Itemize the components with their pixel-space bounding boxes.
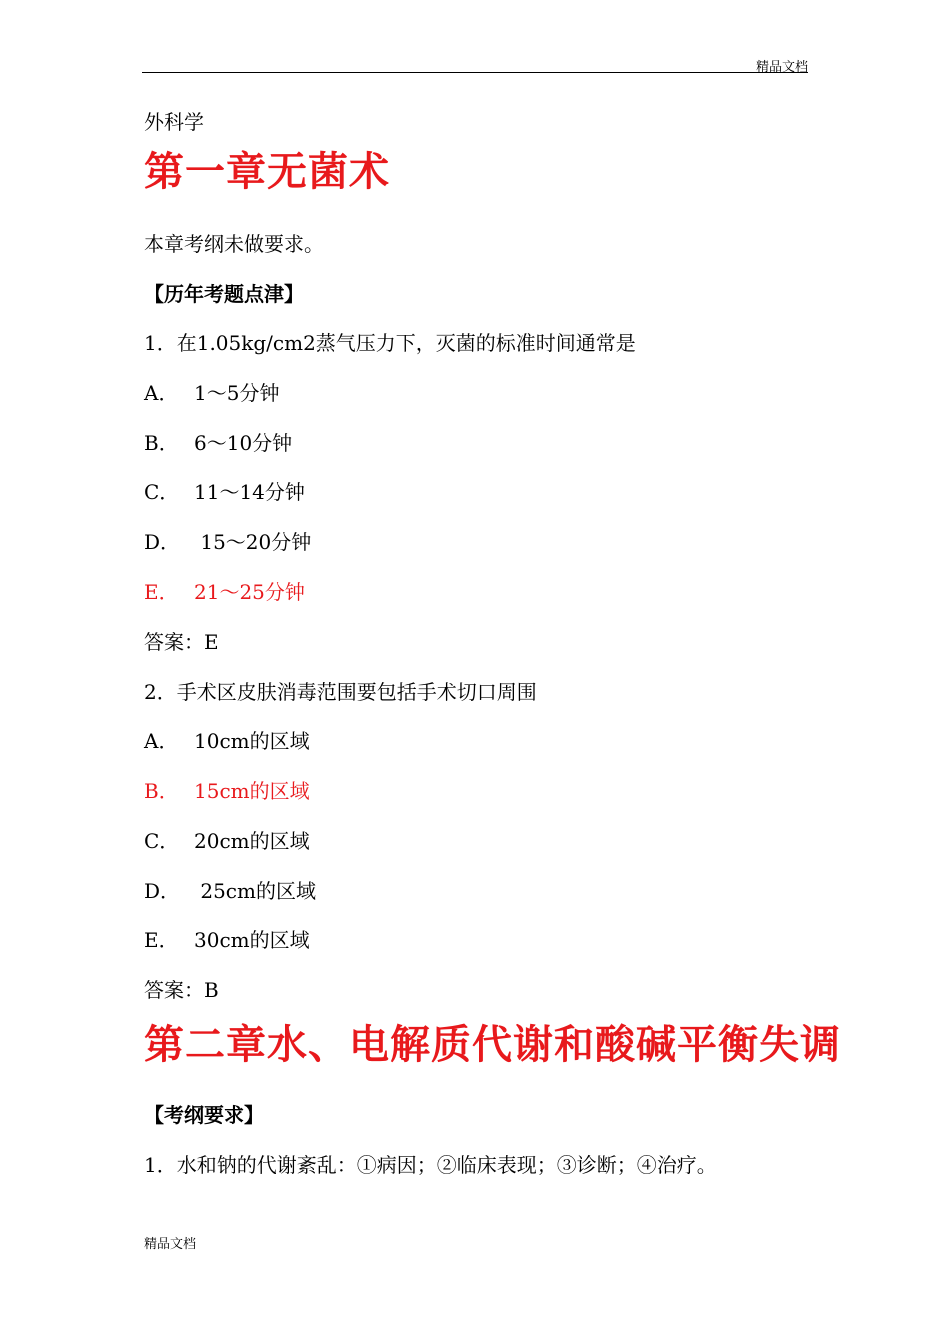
option-label: A． (144, 381, 179, 405)
chapter2-section-heading: 【考纲要求】 (144, 1103, 264, 1127)
option-label: C． (144, 480, 180, 504)
option-label: D． (144, 879, 181, 903)
q1-option-e-correct (144, 579, 305, 605)
q1-option-b (144, 430, 292, 456)
option-label: B． (144, 779, 179, 803)
option-text: 1～5分钟 (194, 381, 280, 405)
option-text: 25cm的区域 (194, 879, 316, 903)
option-text: 15cm的区域 (194, 779, 310, 803)
q2-option-a (144, 728, 310, 754)
option-text: 6～10分钟 (194, 431, 293, 455)
q1-option-a (144, 380, 279, 406)
q2-stem: 2．手术区皮肤消毒范围要包括手术切口周围 (144, 680, 537, 704)
option-text: 30cm的区域 (194, 928, 310, 952)
option-label: E． (144, 928, 179, 952)
option-label: C． (144, 829, 180, 853)
q1-option-c (144, 479, 305, 505)
option-label: A． (144, 729, 179, 753)
q1-option-d (144, 529, 311, 555)
option-label: D． (144, 530, 181, 554)
option-text: 20cm的区域 (194, 829, 310, 853)
q2-answer: 答案：B (144, 978, 219, 1002)
header-rule (142, 72, 808, 73)
q2-option-e (144, 927, 310, 953)
q2-option-d (144, 878, 316, 904)
q2-option-b-correct (144, 778, 310, 804)
document-title: 外科学 (144, 110, 204, 134)
page-footer: 精品文档 (144, 1237, 197, 1252)
q1-stem: 1．在1.05kg/cm2蒸气压力下，灭菌的标准时间通常是 (144, 331, 636, 355)
chapter2-item-1: 1．水和钠的代谢紊乱：①病因；②临床表现；③诊断；④治疗。 (144, 1153, 717, 1177)
q2-option-c (144, 828, 310, 854)
option-text: 11～14分钟 (194, 480, 305, 504)
option-label: E． (144, 580, 179, 604)
page-header: 精品文档 (755, 60, 808, 75)
q1-answer: 答案：E (144, 630, 219, 654)
option-text: 15～20分钟 (194, 530, 312, 554)
option-text: 21～25分钟 (194, 580, 305, 604)
chapter1-intro: 本章考纲未做要求。 (144, 232, 324, 256)
option-label: B． (144, 431, 179, 455)
chapter1-title: 第一章无菌术 (144, 148, 390, 195)
chapter1-section-heading: 【历年考题点津】 (144, 282, 304, 306)
option-text: 10cm的区域 (194, 729, 310, 753)
chapter2-title: 第二章水、电解质代谢和酸碱平衡失调 (144, 1021, 841, 1068)
